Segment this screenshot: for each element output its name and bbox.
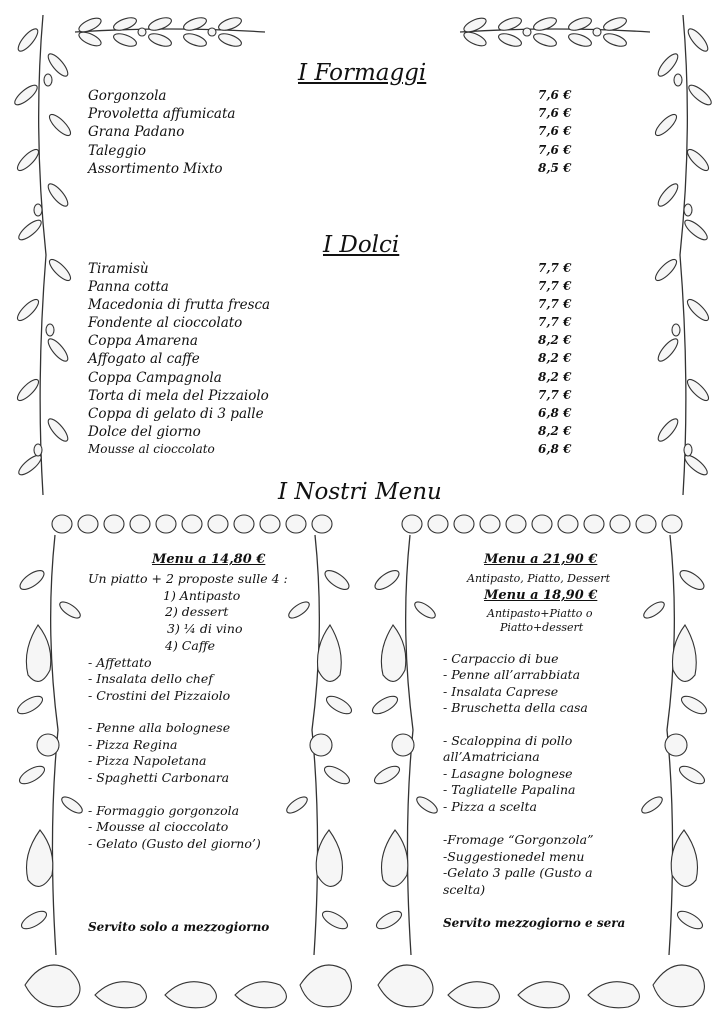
menu-heading-21-90: Menu a 21,90 € [484, 552, 598, 567]
list-item: - Spaghetti Carbonara [88, 770, 230, 785]
menu-item: Gorgonzola 7,6 € [88, 88, 572, 104]
menu-item: Fondente al cioccolato 7,7 € [88, 315, 572, 331]
list-item: - Mousse al cioccolato [88, 819, 229, 834]
menu-item: Mousse al cioccolato 6,8 € [88, 442, 572, 456]
list-item: - Tagliatelle Papalina [443, 782, 576, 797]
menu-item: Coppa di gelato di 3 palle 6,8 € [88, 406, 572, 422]
menu-option: 3) ¼ di vino [167, 621, 243, 636]
olive-border-top-left-icon [70, 12, 270, 52]
list-item: - Carpaccio di bue [443, 651, 559, 666]
eggplant-vine-center-left-icon [285, 530, 360, 960]
menu-item: Coppa Amarena 8,2 € [88, 333, 572, 349]
menu-heading-18-90: Menu a 18,90 € [484, 588, 598, 603]
menu-intro: Un piatto + 2 proposte sulle 4 : [88, 571, 288, 586]
pepper-border-right-icon [368, 945, 713, 1015]
menu-footer-note: Servito solo a mezzogiorno [88, 920, 270, 934]
section-title-menus: I Nostri Menu [278, 479, 442, 505]
menu-item: Tiramisù 7,7 € [88, 261, 572, 277]
menu-subtitle: Antipasto+Piatto o [487, 607, 593, 620]
eggplant-vine-right-icon [640, 530, 715, 960]
list-item: - Pizza Regina [88, 737, 178, 752]
menu-item: Panna cotta 7,7 € [88, 279, 572, 295]
list-item: - Penne alla bolognese [88, 720, 231, 735]
list-item: -Gelato 3 palle (Gusto a [443, 865, 593, 880]
list-item: all’Amatriciana [443, 749, 540, 764]
eggplant-vine-center-right-icon [365, 530, 440, 960]
list-item: - Formaggio gorgonzola [88, 803, 240, 818]
list-item: - Pizza Napoletana [88, 753, 207, 768]
list-item: - Lasagne bolognese [443, 766, 573, 781]
list-item: - Pizza a scelta [443, 799, 537, 814]
section-title-dolci: I Dolci [323, 232, 400, 258]
menu-item: Coppa Campagnola 8,2 € [88, 370, 572, 386]
list-item: - Scaloppina di pollo [443, 733, 573, 748]
menu-option: 2) dessert [165, 604, 229, 619]
list-item: - Insalata Caprese [443, 684, 559, 699]
list-item: - Penne all’arrabbiata [443, 667, 581, 682]
dolci-list [0, 261, 725, 461]
menu-heading-14-80: Menu a 14,80 € [152, 552, 266, 567]
menu-item: Affogato al caffe 8,2 € [88, 351, 572, 367]
formaggi-list [0, 88, 725, 183]
menu-item: Dolce del giorno 8,2 € [88, 424, 572, 440]
menu-item: Provoletta affumicata 7,6 € [88, 106, 572, 122]
list-item: -Suggestionedel menu [443, 849, 585, 864]
menu-option: 4) Caffe [165, 638, 216, 653]
menu-option: 1) Antipasto [163, 588, 241, 603]
menu-item: Macedonia di frutta fresca 7,7 € [88, 297, 572, 313]
menu-subtitle: Piatto+dessert [500, 621, 584, 634]
list-item: - Gelato (Gusto del giorno’) [88, 836, 261, 851]
menu-subtitle: Antipasto, Piatto, Dessert [467, 572, 610, 585]
menu-item: Grana Padano 7,6 € [88, 124, 572, 140]
eggplant-vine-left-icon [10, 530, 85, 960]
menu-item: Assortimento Mixto 8,5 € [88, 161, 572, 177]
olive-border-top-right-icon [455, 12, 655, 52]
list-item: scelta) [443, 882, 486, 897]
section-title-formaggi: I Formaggi [298, 60, 427, 86]
pepper-border-left-icon [15, 945, 360, 1015]
menu-footer-note: Servito mezzogiorno e sera [443, 916, 626, 930]
list-item: - Bruschetta della casa [443, 700, 588, 715]
list-item: - Affettato [88, 655, 152, 670]
list-item: -Fromage “Gorgonzola” [443, 832, 594, 847]
list-item: - Crostini del Pizzaiolo [88, 688, 231, 703]
menu-item: Torta di mela del Pizzaiolo 7,7 € [88, 388, 572, 404]
list-item: - Insalata dello chef [88, 671, 213, 686]
menu-item: Taleggio 7,6 € [88, 143, 572, 159]
